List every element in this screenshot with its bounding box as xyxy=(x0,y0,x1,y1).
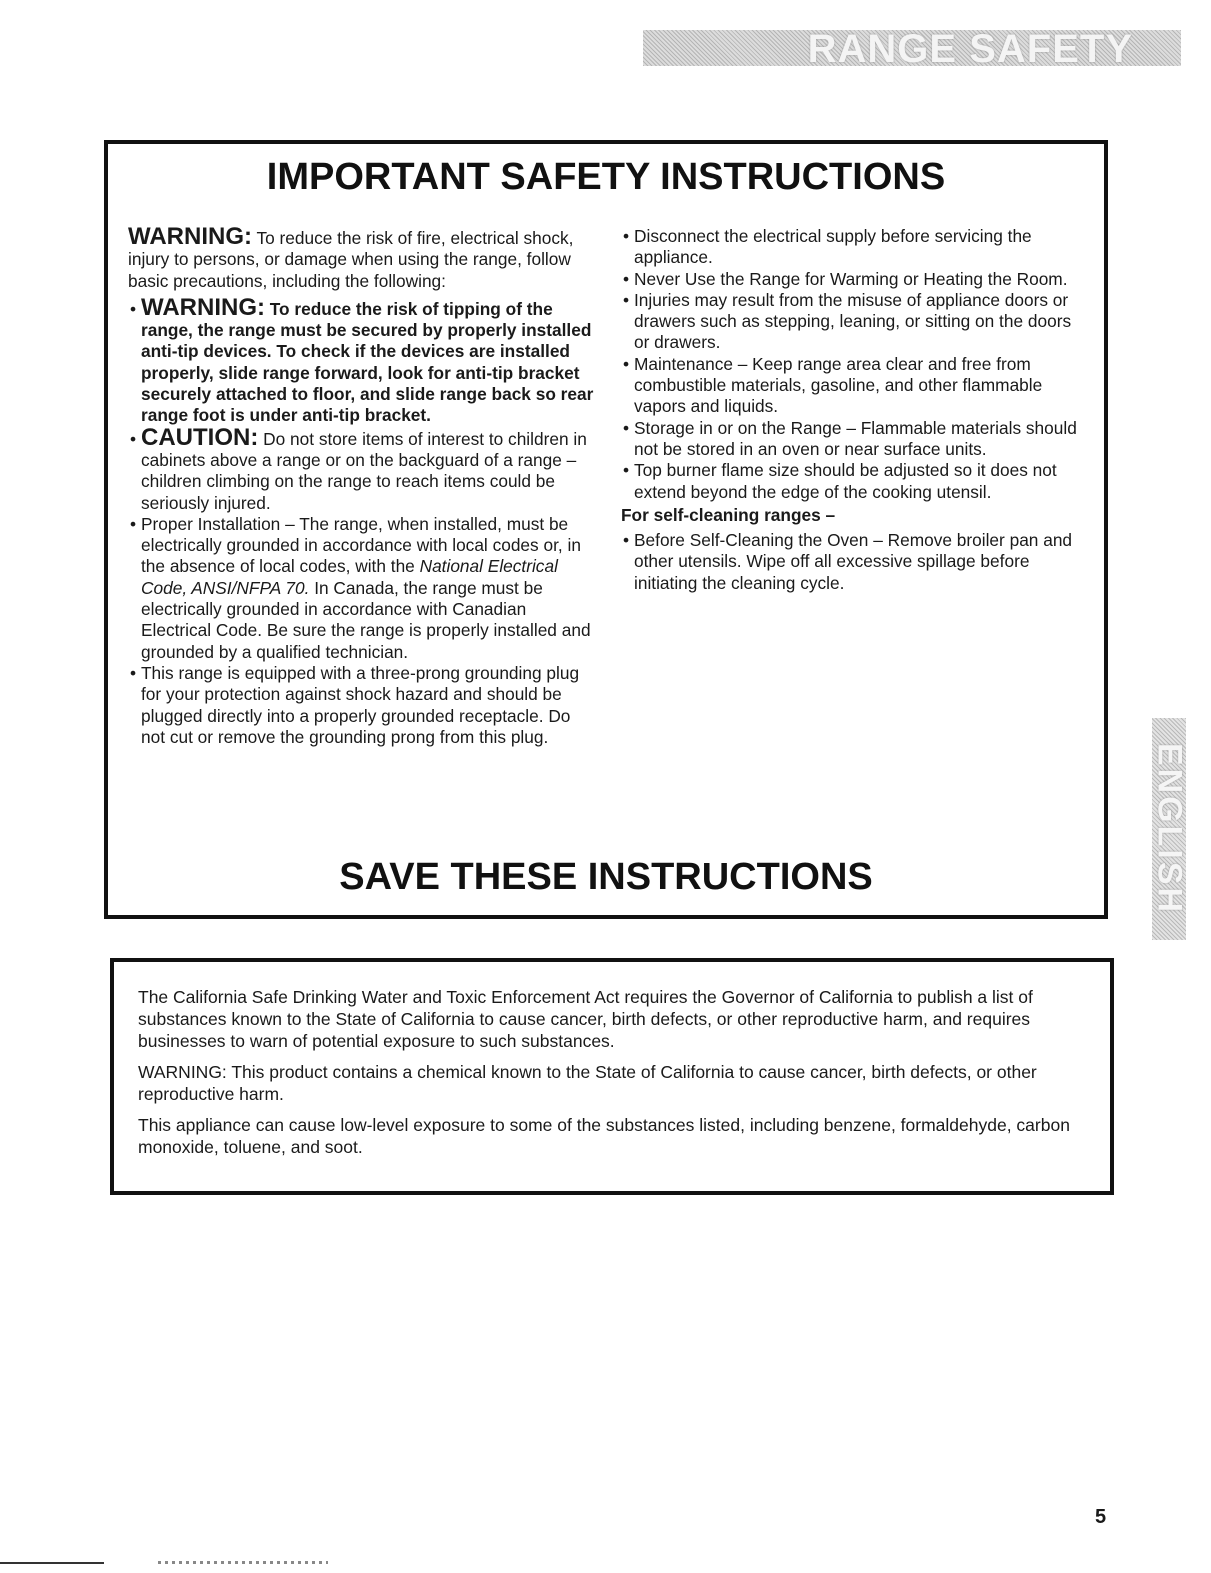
page-number: 5 xyxy=(1095,1506,1107,1528)
list-item: • Top burner flame size should be adjusted so it does not extend beyond the edge of the cooking utensil. xyxy=(621,460,1081,503)
intro-warning-text: To reduce the risk of fire, electrical shock, injury to persons, or damage when using the range, follow basic precautions, including the following: xyxy=(128,228,574,291)
list-item: • Storage in or on the Range – Flammable materials should not be stored in an oven or near surface units. xyxy=(621,418,1081,461)
electrical-code-reference: National Electrical Code, ANSI/NFPA 70. xyxy=(141,556,558,598)
tip-warning-item xyxy=(128,293,598,427)
prop65-notice-text xyxy=(138,986,1078,1167)
caution-text: Do not store items of interest to children in cabinets above a range or on the backguard of a range – children climbing on the range to reach items could be seriously injured. xyxy=(141,428,587,513)
list-item: • Maintenance – Keep range area clear and free from combustible materials, gasoline, and other flammable vapors and liquids. xyxy=(621,354,1081,418)
installation-text-2: In Canada, the range must be electrically grounded in accordance with Canadian Electrical Code. Be sure the range is properly installed and grounded by a qualified technician. xyxy=(141,577,591,662)
installation-item xyxy=(128,514,598,663)
safety-heading: IMPORTANT SAFETY INSTRUCTIONS xyxy=(266,156,946,198)
footer-print-marks xyxy=(158,1561,328,1564)
prop65-paragraph: WARNING: This product contains a chemical known to the State of California to cause cancer, birth defects, or other reproductive harm. xyxy=(138,1062,1037,1104)
list-item: • Never Use the Range for Warming or Heating the Room. xyxy=(621,269,1081,290)
tip-warning-text: To reduce the risk of tipping of the range, the range must be secured by properly installed anti-tip devices. To check if the devices are installed properly, slide range forward, look for anti-tip bracket securely attached to floor, and slide range back so rear range foot is under anti-tip bracket. xyxy=(141,298,594,426)
self-cleaning-heading: For self-cleaning ranges – xyxy=(621,504,836,525)
self-cleaning-item: • Before Self-Cleaning the Oven – Remove broiler pan and other utensils. Wipe off all excessive spillage before initiating the cleaning cycle. xyxy=(621,530,1081,594)
caution-item xyxy=(128,423,598,514)
intro-warning xyxy=(128,223,598,292)
caution-label: CAUTION: xyxy=(141,423,259,451)
list-item: • Disconnect the electrical supply before servicing the appliance. xyxy=(621,226,1081,269)
prop65-paragraph: The California Safe Drinking Water and Toxic Enforcement Act requires the Governor of California to publish a list of substances known to the State of California to cause cancer, birth defects, or other reproductive harm, and requires businesses to warn of potential exposure to such substances. xyxy=(138,987,1033,1051)
save-instructions-heading: SAVE THESE INSTRUCTIONS xyxy=(339,856,873,898)
installation-text-1: Proper Installation – The range, when installed, must be electrically grounded in accordance with local codes or, in the absence of local codes, with the xyxy=(141,513,581,577)
safety-left-column xyxy=(128,223,598,748)
language-tab-label: ENGLISH xyxy=(1150,742,1189,916)
safety-instructions-box xyxy=(104,140,1108,919)
section-title: RANGE SAFETY xyxy=(807,27,1133,71)
safety-right-column xyxy=(621,226,1081,594)
footer-rule xyxy=(0,1562,104,1564)
grounding-plug-item: • This range is equipped with a three-prong grounding plug for your protection against shock hazard and should be plugged directly into a properly grounded receptacle. Do not cut or remove the grounding prong from this plug. xyxy=(128,663,598,748)
tip-warning-label: WARNING: xyxy=(141,293,265,321)
list-item: • Injuries may result from the misuse of appliance doors or drawers such as stepping, leaning, or sitting on the doors or drawers. xyxy=(621,290,1081,354)
intro-warning-label: WARNING: xyxy=(128,223,252,250)
section-header-band xyxy=(643,27,1181,71)
prop65-paragraph: This appliance can cause low-level exposure to some of the substances listed, including benzene, formaldehyde, carbon monoxide, toluene, and soot. xyxy=(138,1115,1070,1157)
language-tab xyxy=(1150,718,1189,940)
prop65-notice-box xyxy=(110,958,1114,1195)
